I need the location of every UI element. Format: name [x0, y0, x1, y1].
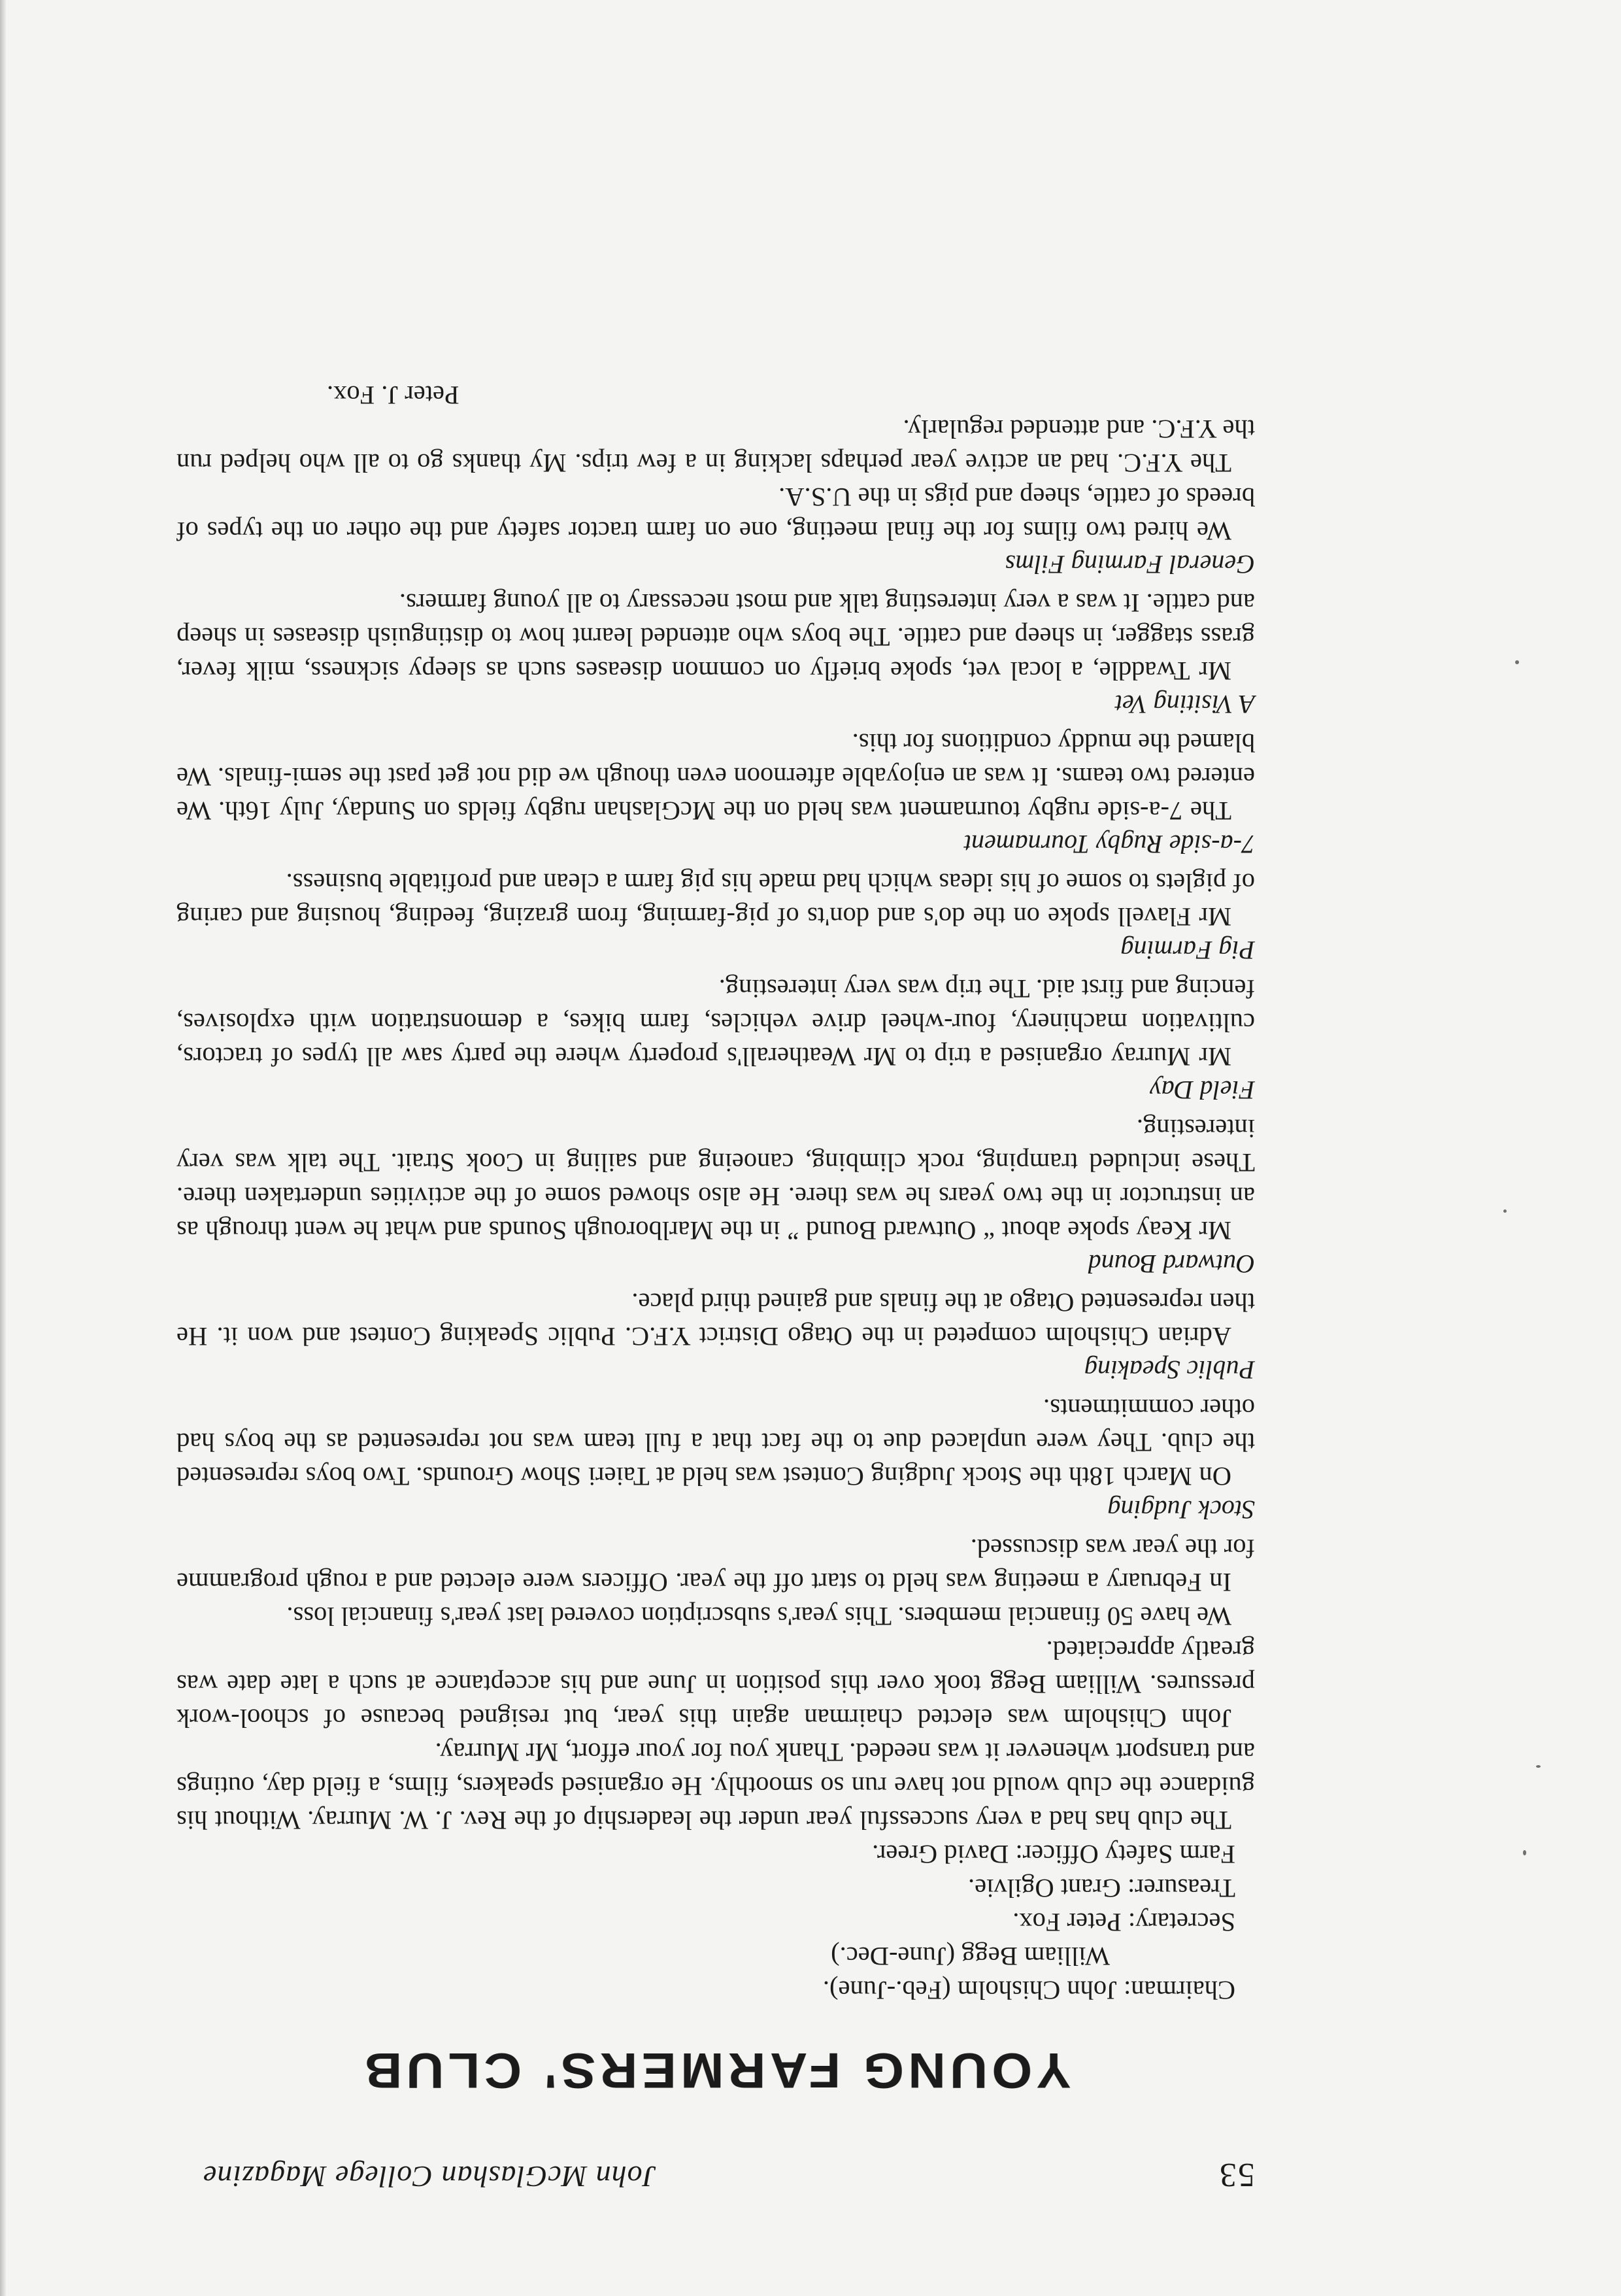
section-text: Mr Twaddle, a local vet, spoke briefly on common diseases such as sleepy sickness, milk fever, grass stagger, in sheep and cattle. The boys who attended learnt how to distinguish diseases in sheep and cattle. It was a very interesting talk and most necessary to all young farmers.: [176, 588, 1255, 686]
section-heading: Outward Bound: [1088, 1249, 1255, 1279]
article-title: YOUNG FARMERS' CLUB: [360, 2042, 1071, 2098]
section-text: Adrian Chisholm competed in the Otago District Y.F.C. Public Speaking Contest and won it. He then represented Otago at the finals and gained third place.: [176, 1288, 1255, 1351]
officer-safety: Farm Safety Officer: David Greer.: [872, 1840, 1235, 1869]
intro-paragraph: We have 50 financial members. This year's subscription covered last year's financial loss.: [286, 1602, 1231, 1631]
dust-speck: [1503, 1209, 1507, 1213]
author-signature: Peter J. Fox.: [327, 380, 460, 410]
page-number: 53: [1218, 2156, 1255, 2193]
dust-speck: [1536, 1765, 1541, 1768]
officer-treasurer: Treasurer: Grant Ogilvie.: [967, 1874, 1235, 1903]
section-heading: Stock Judging: [1107, 1495, 1255, 1525]
closing-paragraph: The Y.F.C. had an active year perhaps lacking in a few trips. My thanks go to all who helped run the Y.F.C. and attended regularly.: [176, 414, 1255, 478]
intro-paragraph: John Chisholm was elected chairman again this year, but resigned because of school-work pressures. William Begg took over this position in June and his acceptance at such a late date was greatly appreciated.: [176, 1636, 1255, 1733]
running-head: [176, 2144, 1255, 2197]
intro-paragraph: The club has had a very successful year under the leadership of the Rev. J. W. Murray. Without his guidance the club would not have run so smoothly. He organised speakers, films, a field day, outings and transport whenever it was needed. Thank you for your effort, Mr Murray.: [176, 1738, 1255, 1835]
section-text: The 7-a-side rugby tournament was held on the McGlashan rugby fields on Sunday, July 16th. We entered two teams. It was an enjoyable afternoon even though we did not get past the semi-finals. We blamed the muddy conditions for this.: [176, 728, 1255, 826]
section-text: On March 18th the Stock Judging Contest was held at Taieri Show Grounds. Two boys represented the club. They were unplaced due to the fact that a full team was not represented as the boys had other commitments.: [176, 1394, 1255, 1491]
officer-list: [176, 1837, 1235, 2007]
section-heading: Public Speaking: [1084, 1355, 1255, 1385]
section-text: We hired two films for the final meeting, one on farm tractor safety and the other on the types of breeds of cattle, sheep and pigs in the U.S.A.: [176, 482, 1255, 546]
section-heading: Field Day: [1149, 1075, 1255, 1105]
section-heading: A Visiting Vet: [1114, 690, 1255, 719]
magazine-page: [176, 98, 1255, 2197]
officer-secretary: Secretary: Peter Fox.: [1012, 1908, 1235, 1937]
dust-speck: [1523, 1850, 1526, 1855]
section-text: Mr Murray organised a trip to Mr Weatherall's property where the party saw all types of tractors, cultivation machinery, four-wheel drive vehicles, farm bikes, a demonstration with explosives, fencing and first aid. The trip was very interesting.: [176, 974, 1255, 1072]
officer-chairman-second: William Begg (June-Dec.): [831, 1942, 1110, 1971]
section-heading: 7-a-side Rugby Tournament: [963, 830, 1255, 859]
section-heading: General Farming Films: [1005, 550, 1255, 579]
magazine-title: John McGlashan College Magazine: [203, 2160, 657, 2193]
article-body: [176, 378, 1255, 2007]
section-text: Mr Flavell spoke on the do's and don'ts of pig-farming, from grazing, feeding, housing and caring of piglets to some of his ideas which had made his pig farm a clean and profitable business.: [176, 868, 1255, 932]
dust-speck: [1515, 660, 1519, 664]
officer-chairman: Chairman: John Chisholm (Feb.-June).: [822, 1976, 1235, 2005]
scan-edge-shadow: [0, 0, 7, 2296]
intro-paragraph: In February a meeting was held to start off the year. Officers were elected and a rough programme for the year was discussed.: [176, 1534, 1255, 1597]
section-text: Mr Keay spoke about “ Outward Bound ” in the Marlborough Sounds and what he went through as an instructor in the two years he was there. He also showed some of the activities undertaken there. These included tramping, rock climbing, canoeing and sailing in Cook Strait. The talk was very interesting.: [176, 1114, 1255, 1245]
section-heading: Pig Farming: [1120, 936, 1255, 965]
